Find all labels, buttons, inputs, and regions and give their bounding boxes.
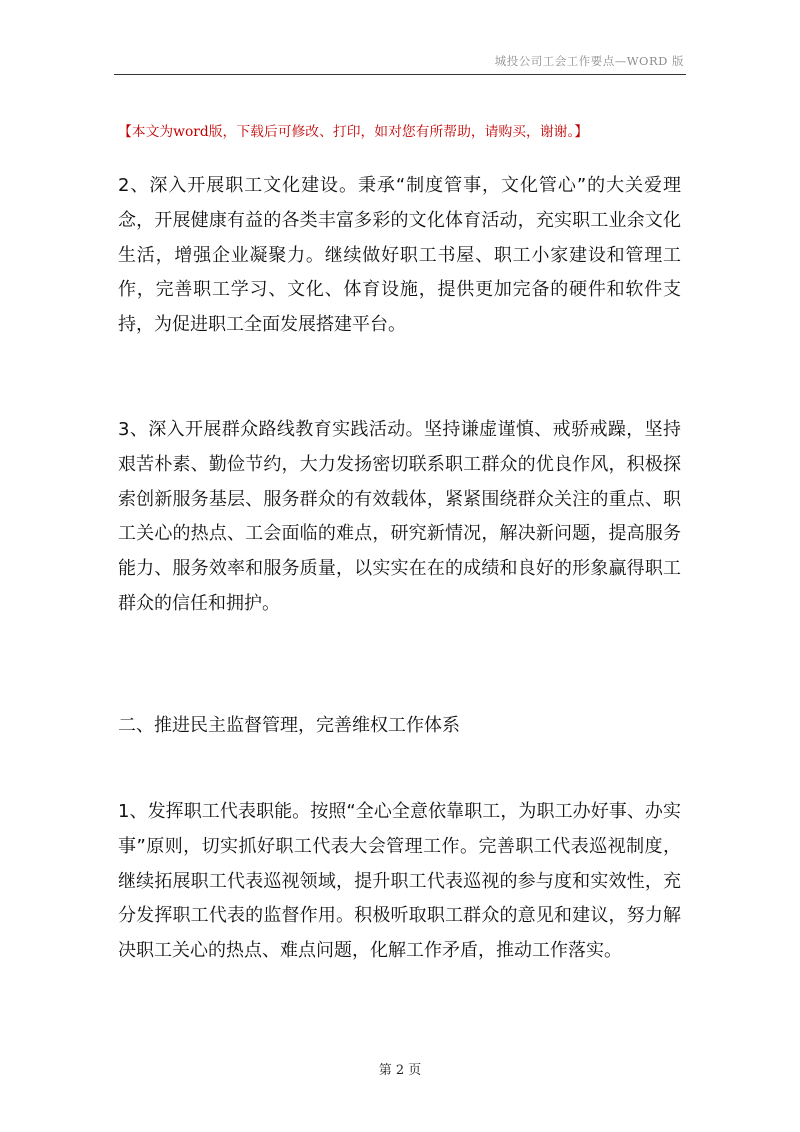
- paragraph-mass-line-education: 3、深入开展群众路线教育实践活动。坚持谦虚谨慎、戒骄戒躁，坚持艰苦朴素、勤俭节约，大力发扬密切联系职工群众的优良作风，积极探索创新服务基层、服务群众的有效载体，紧紧围绕群众关注的重点、职工关心的热点、工会面临的难点，研究新情况，解决新问题，提高服务能力、服务效率和服务质量，以实实在在的成绩和良好的形象赢得职工群众的信任和拥护。: [118, 419, 681, 614]
- purchase-notice: 【本文为word版，下载后可修改、打印，如对您有所帮助，请购买，谢谢。】: [118, 124, 589, 140]
- running-header: 城投公司工会工作要点—WORD 版: [494, 54, 684, 68]
- header-divider: [114, 74, 686, 75]
- page-number: 第 2 页: [378, 1063, 422, 1078]
- section-heading-democratic-supervision: 二、推进民主监督管理，完善维权工作体系: [118, 715, 460, 736]
- paragraph-worker-representatives: 1、发挥职工代表职能。按照“全心全意依靠职工，为职工办好事、办实事”原则，切实抓好职工代表大会管理工作。完善职工代表巡视制度，继续拓展职工代表巡视领域，提升职工代表巡视的参与度和实效性，充分发挥职工代表的监督作用。积极听取职工群众的意见和建议，努力解决职工关心的热点、难点问题，化解工作矛盾，推动工作落实。: [118, 801, 681, 962]
- paragraph-culture-building: 2、深入开展职工文化建设。秉承“制度管事，文化管心”的大关爱理念，开展健康有益的各类丰富多彩的文化体育活动，充实职工业余文化生活，增强企业凝聚力。继续做好职工书屋、职工小家建设和管理工作，完善职工学习、文化、体育设施，提供更加完备的硬件和软件支持，为促进职工全面发展搭建平台。: [118, 175, 681, 336]
